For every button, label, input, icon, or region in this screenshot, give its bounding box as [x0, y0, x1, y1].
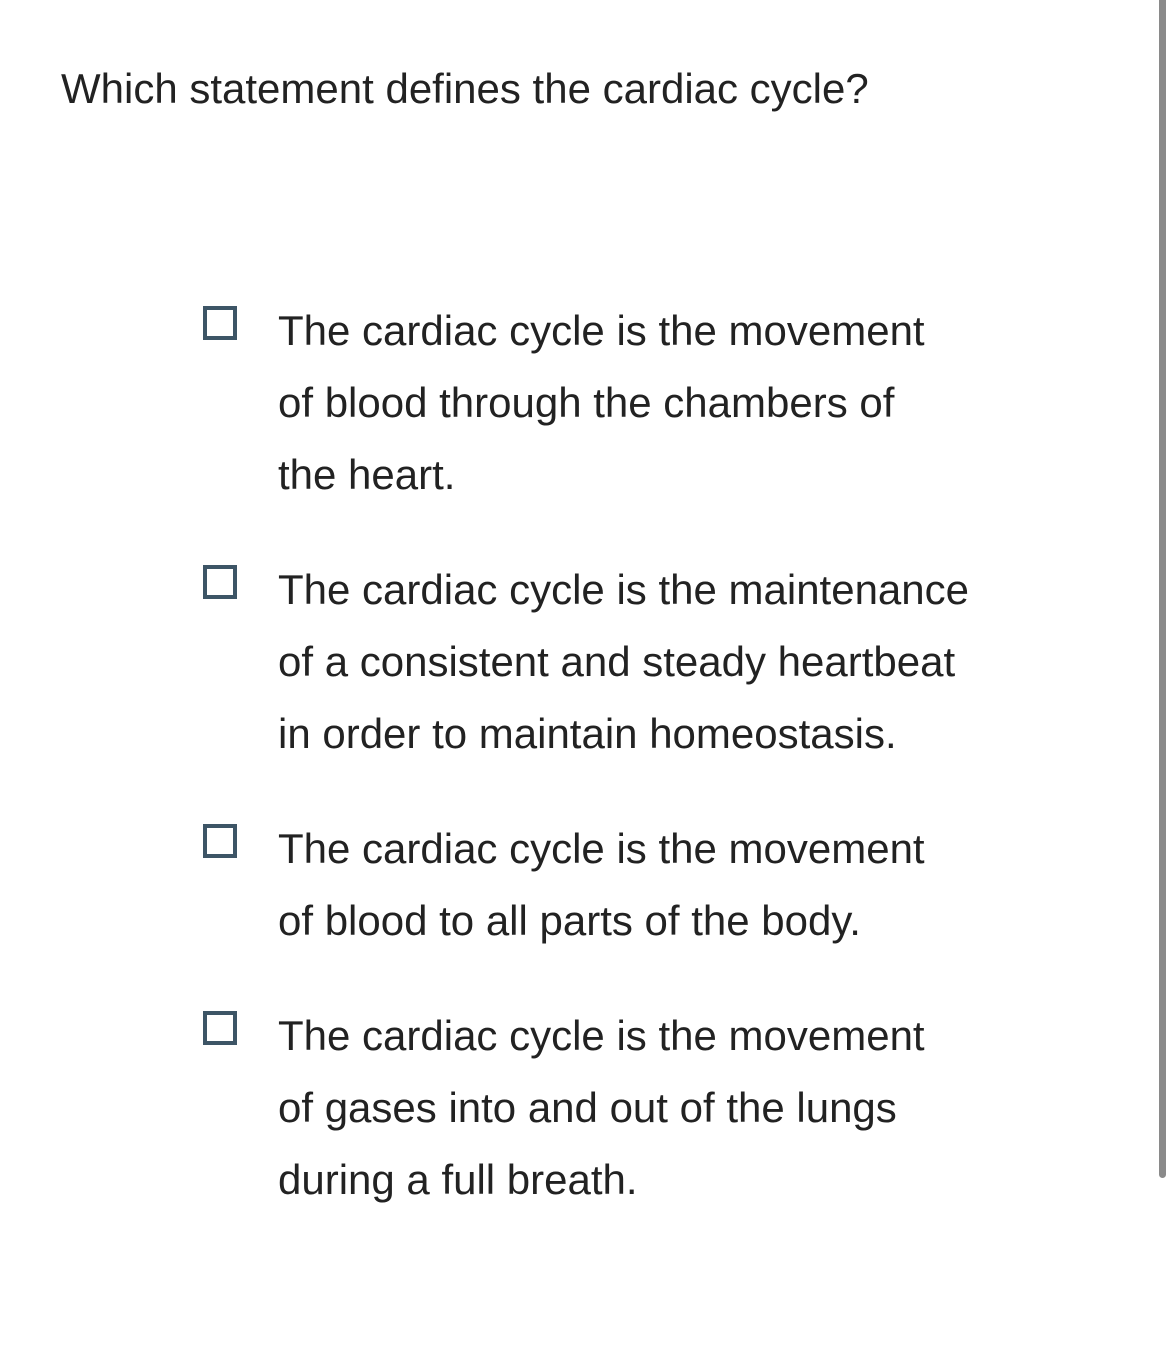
- answer-option-1[interactable]: [203, 300, 1083, 511]
- checkbox-icon[interactable]: [203, 824, 237, 858]
- answer-option-2[interactable]: [203, 559, 1083, 770]
- option-text-line: the heart.: [278, 451, 456, 498]
- answer-option-3[interactable]: [203, 818, 1083, 957]
- scrollbar-thumb[interactable]: [1159, 0, 1166, 1178]
- checkbox-icon[interactable]: [203, 1011, 237, 1045]
- option-text-line: The cardiac cycle is the maintenance: [278, 566, 970, 613]
- option-text-line: in order to maintain homeostasis.: [278, 710, 897, 757]
- option-text-line: of blood through the chambers of: [278, 379, 895, 426]
- checkbox-icon[interactable]: [203, 306, 237, 340]
- option-text-line: The cardiac cycle is the movement: [278, 307, 925, 354]
- option-text-line: of a consistent and steady heartbeat: [278, 638, 956, 685]
- answer-option-4[interactable]: [203, 1005, 1083, 1216]
- option-label: [278, 813, 1068, 957]
- option-text-line: The cardiac cycle is the movement: [278, 825, 925, 872]
- option-label: [278, 554, 1068, 770]
- option-text-line: during a full breath.: [278, 1156, 638, 1203]
- option-label: [278, 295, 1068, 511]
- option-text-line: The cardiac cycle is the movement: [278, 1012, 925, 1059]
- scrollbar[interactable]: [1156, 0, 1170, 1358]
- checkbox-icon[interactable]: [203, 565, 237, 599]
- answer-options: [203, 300, 1083, 1216]
- option-label: [278, 1000, 1068, 1216]
- option-text-line: of blood to all parts of the body.: [278, 897, 861, 944]
- question-text: Which statement defines the cardiac cycle?: [61, 65, 869, 112]
- option-text-line: of gases into and out of the lungs: [278, 1084, 897, 1131]
